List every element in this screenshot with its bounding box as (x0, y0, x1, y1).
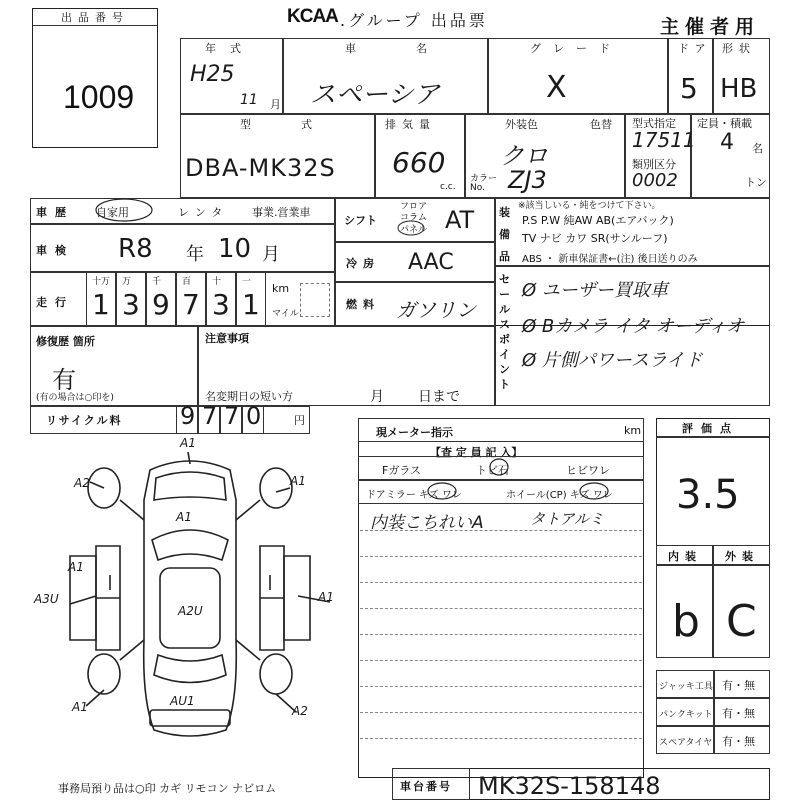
color-no-label: カラーNo. (470, 174, 498, 193)
mileage-digit-label: 百 (182, 277, 192, 287)
mileage-digit-label: 十 (212, 277, 222, 287)
score-value: 3.5 (676, 472, 740, 518)
chip-label: トビ石 (476, 464, 509, 477)
tool-label: ジャッキ工具 (659, 682, 713, 692)
lot-number: 1009 (63, 79, 135, 115)
usage-opt-private: 自家用 (96, 206, 129, 219)
door-value: 5 (680, 72, 698, 105)
name-value: スペーシア (310, 80, 440, 110)
mileage-label: 走行 (36, 296, 74, 309)
lot-label: 出品番号 (33, 9, 157, 26)
recycle-digit: 7 (202, 402, 218, 430)
color-no-value: ZJ3 (508, 166, 547, 194)
interior-value: b (672, 596, 700, 647)
exterior-label: 外装 (725, 550, 759, 563)
repair-note: (有の場合は○印を) (36, 393, 114, 403)
notes-day-unit: 日まで (418, 389, 460, 405)
damage-mark: A1 (176, 510, 192, 524)
color-change-label: 色替 (590, 118, 612, 131)
shape-label: 形状 (722, 42, 756, 55)
note-line (360, 634, 642, 635)
tool-value[interactable]: 有・無 (722, 707, 755, 720)
inspection-year-unit: 年 (186, 244, 204, 265)
capacity-label: 定員・積載 (697, 117, 752, 130)
tool-value[interactable]: 有・無 (722, 735, 755, 748)
note-line (360, 712, 642, 713)
inspection-row (30, 224, 335, 272)
notes-label: 注意事項 (205, 332, 249, 345)
notes-month-unit: 月 (370, 389, 384, 405)
shift-label: シフト (344, 214, 377, 227)
usage-label: 車歴 (36, 206, 74, 219)
mileage-digit-label: 十万 (92, 277, 111, 287)
tool-label: パンクキット (659, 710, 713, 720)
note-line (360, 556, 642, 557)
sales-point-3: Ø 片側パワースライド (522, 350, 703, 371)
damage-mark: A2 (292, 704, 308, 718)
mileage-digit: 1 (242, 288, 260, 321)
remark-1: 内装こちれいA (370, 513, 484, 533)
inspection-month: 10 (218, 234, 252, 264)
damage-mark: AU1 (170, 694, 195, 708)
mileage-digit: 3 (212, 288, 230, 321)
shape-value: HB (720, 74, 758, 104)
mileage-digit-label: 万 (122, 277, 132, 287)
damage-mark: A3U (34, 592, 59, 606)
damage-mark: A1 (72, 700, 88, 714)
repair-value: 有 (52, 366, 76, 394)
capacity-value: 4 (720, 130, 734, 155)
crack-label: ヒビワレ (566, 464, 610, 477)
equipment-note: ※該当しいる・純をつけて下さい。 (518, 201, 661, 211)
note-line (360, 738, 642, 739)
name-label: 車名 (345, 42, 487, 55)
tool-value[interactable]: 有・無 (722, 679, 755, 692)
sales-points-label: セールスポイント (499, 273, 510, 391)
interior-label: 内装 (668, 550, 702, 563)
mileage-km: km (272, 282, 290, 295)
chassis-label: 車台番号 (400, 780, 452, 793)
organizer-label: 主催者用 (660, 16, 761, 38)
score-label: 評価点 (682, 422, 739, 435)
repair-label: 修復歴 箇所 (36, 335, 95, 348)
displacement-unit: c.c. (440, 182, 456, 192)
mileage-digit-label: 千 (152, 277, 162, 287)
damage-mark: A1 (180, 436, 196, 450)
damage-mark: A1 (290, 474, 306, 488)
damage-mark: A1 (318, 590, 334, 604)
recycle-digit: 0 (246, 402, 262, 430)
exterior-value: C (726, 596, 757, 647)
type-value: 17511 (632, 128, 696, 152)
shift-opt-panel: パネル (400, 225, 428, 235)
note-line (360, 686, 642, 687)
recycle-digit: 9 (180, 402, 196, 430)
inspector-label: 【査 定 員 記 入】 (430, 446, 523, 459)
category-value: 0002 (632, 170, 678, 191)
wheel-label: ホイール(CP) キズ ワレ (506, 490, 613, 501)
mileage-mile: マイル (272, 309, 299, 319)
mileage-digit: 7 (182, 288, 200, 321)
model-value: DBA-MK32S (185, 154, 336, 182)
chassis-value: MK32S-158148 (478, 772, 661, 800)
lot-box (32, 8, 158, 148)
damage-mark: A1 (68, 560, 84, 574)
ac-value: AAC (408, 250, 454, 275)
recycle-unit: 円 (294, 414, 305, 427)
shift-opt-column: コラム (400, 213, 427, 223)
type-label: 型式指定 (632, 117, 676, 130)
displacement-label: 排気量 (385, 118, 436, 131)
usage-opt-rental: レンタ (178, 206, 229, 219)
tool-label: スペアタイヤ (659, 738, 713, 748)
mirror-label: ドアミラー キズ ワレ (366, 490, 462, 501)
equipment-line2: TV ナビ カワ SR(サンルーフ) (522, 232, 668, 245)
inspection-label: 車検 (36, 244, 74, 257)
capacity-unit: 名 (752, 142, 763, 155)
month-value: 11 (240, 92, 258, 108)
recycle-digit: 7 (224, 402, 240, 430)
remark-2: タトアルミ (530, 510, 604, 528)
ton-unit: トン (745, 176, 767, 189)
inspection-value: R8 (118, 234, 153, 264)
year-label: 年式 (205, 42, 255, 55)
fglass-label: Fガラス (382, 464, 421, 477)
category-label: 類別区分 (632, 158, 676, 171)
meter-label: 現メーター指示 (376, 426, 453, 439)
meter-unit: km (624, 424, 642, 437)
fuel-value: ガソリン (396, 298, 476, 322)
mile-checkbox[interactable] (300, 283, 330, 317)
equipment-line1: P.S P.W 純AW AB(エアバック) (522, 214, 674, 227)
brand-logo: KCAA (287, 6, 338, 27)
damage-mark: A2 (74, 476, 90, 490)
usage-opt-business: 事業.営業車 (252, 206, 311, 219)
mileage-digit: 9 (152, 288, 170, 321)
model-label: 型式 (240, 118, 362, 131)
sheet-title: .グループ 出品票 (340, 11, 488, 30)
door-label: ドア (678, 42, 712, 55)
office-note: 事務局預り品は○印 カギ リモコン ナビロム (58, 782, 277, 795)
color-label: 外装色 (505, 118, 538, 131)
mileage-digit-label: 一 (242, 277, 252, 287)
note-line (360, 582, 642, 583)
year-value: H25 (190, 62, 235, 87)
mileage-digit: 1 (92, 288, 110, 321)
equipment-label: 装備品 (499, 206, 510, 263)
inspection-month-unit: 月 (262, 244, 280, 265)
sales-point-2: Ø Bカメラ イタ オーディオ (522, 316, 745, 337)
note-line (360, 608, 642, 609)
equipment-line3: ABS ・ 新車保証書←(注) 後日送りのみ (522, 254, 698, 265)
score-divider (656, 436, 770, 438)
notes-date-label: 名変期日の短い方 (205, 390, 293, 403)
grade-value: X (546, 70, 567, 105)
displacement-value: 660 (392, 146, 446, 179)
mileage-digit: 3 (122, 288, 140, 321)
grade-label: グレード (530, 42, 622, 55)
recycle-label: リサイクル料 (46, 414, 123, 427)
fuel-label: 燃料 (346, 298, 380, 311)
note-line (360, 660, 642, 661)
shift-value: AT (445, 206, 475, 234)
color-value: クロ (500, 142, 548, 170)
damage-mark: A2U (178, 604, 203, 618)
note-line (360, 530, 642, 531)
ac-label: 冷房 (346, 257, 380, 270)
month-unit: 月 (270, 98, 281, 111)
shift-opt-floor: フロア (400, 202, 428, 212)
sales-point-1: Ø ユーザー買取車 (522, 280, 668, 301)
